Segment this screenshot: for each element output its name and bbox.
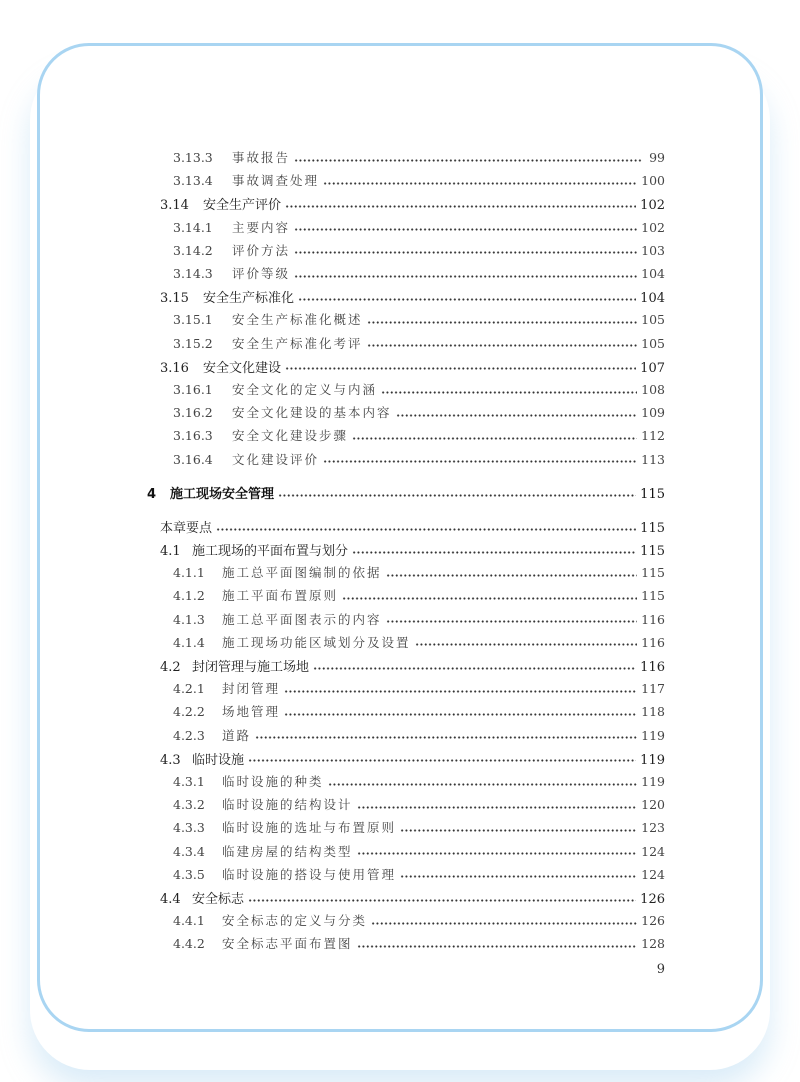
entry-page: 107: [640, 360, 665, 376]
entry-page: 102: [641, 219, 665, 235]
entry-number: 4.1.1: [173, 565, 205, 581]
leader-dots: [248, 759, 636, 762]
entry-title: 施工现场的平面布置与划分: [192, 544, 349, 559]
entry-page: 113: [641, 451, 665, 467]
entry-page: 103: [641, 242, 665, 258]
leader-dots: [352, 551, 636, 554]
entry-number: 4.3.5: [173, 866, 205, 882]
entry-number: 3.14.3: [173, 266, 213, 281]
entry-number: 4.1.3: [173, 611, 205, 627]
entry-number: 4.1: [160, 544, 181, 559]
entry-title: 临时设施的结构设计: [222, 797, 353, 813]
entry-page: 124: [641, 866, 665, 882]
entry-page: 112: [641, 428, 665, 444]
leader-dots: [248, 899, 636, 902]
leader-dots: [371, 922, 637, 925]
entry-number: 3.14.2: [173, 242, 213, 258]
entry-number: 4.3.2: [173, 797, 205, 813]
entry-title: 安全生产标准化考评: [232, 335, 363, 351]
entry-title: 本章要点: [160, 521, 213, 536]
entry-number: 4.3: [160, 752, 181, 768]
entry-number: 4.1.2: [173, 588, 205, 604]
entry-page: 104: [641, 266, 665, 281]
entry-number: 3.14: [160, 198, 189, 214]
entry-number: 3.16.2: [173, 405, 213, 421]
entry-title: 安全生产标准化: [203, 291, 295, 307]
entry-title: 临时设施: [192, 752, 245, 768]
toc-subsection-entry[interactable]: [173, 726, 665, 746]
leader-dots: [342, 597, 637, 600]
entry-page: 118: [641, 704, 665, 720]
toc-subsection-entry[interactable]: [173, 772, 665, 792]
toc-section-entry[interactable]: [160, 194, 665, 214]
toc-subsection-entry[interactable]: [173, 702, 665, 722]
toc-section-entry[interactable]: [160, 656, 665, 676]
entry-title: 施工现场安全管理: [170, 487, 275, 502]
entry-number: 3.16.1: [173, 382, 213, 397]
entry-number: 4.2.2: [173, 704, 205, 720]
entry-number: 4.4.1: [173, 913, 205, 929]
toc-subsection-entry[interactable]: [173, 148, 665, 168]
leader-dots: [313, 667, 636, 670]
entry-page: 116: [641, 611, 665, 627]
toc-section-entry[interactable]: [160, 888, 665, 908]
leader-dots: [400, 829, 637, 832]
entry-number: 4.2: [160, 660, 181, 675]
entry-page: 99: [649, 150, 665, 165]
toc-subsection-entry[interactable]: [173, 911, 665, 931]
entry-title: 文化建设评价: [232, 451, 320, 467]
leader-dots: [284, 713, 637, 716]
entry-title: 安全标志的定义与分类: [222, 913, 368, 929]
toc-subsection-entry[interactable]: [173, 241, 665, 261]
entry-page: 116: [641, 634, 665, 650]
entry-page: 100: [641, 173, 665, 189]
entry-title: 施工总平面图表示的内容: [222, 611, 382, 627]
leader-dots: [381, 391, 637, 394]
entry-number: 4: [147, 487, 157, 502]
leader-dots: [352, 437, 637, 440]
entry-number: 4.3.4: [173, 843, 205, 859]
entry-title: 临时设施的搭设与使用管理: [222, 866, 397, 882]
leader-dots: [357, 806, 638, 809]
entry-title: 安全标志: [192, 892, 245, 907]
leader-dots: [386, 574, 638, 577]
entry-title: 安全文化的定义与内涵: [232, 382, 378, 397]
entry-page: 105: [641, 312, 665, 328]
toc-subsection-entry[interactable]: [173, 563, 665, 583]
entry-page: 119: [641, 774, 665, 789]
toc-subsection-entry[interactable]: [173, 264, 665, 284]
entry-page: 115: [641, 588, 665, 604]
entry-title: 临建房屋的结构类型: [222, 843, 353, 859]
entry-title: 主要内容: [232, 219, 291, 235]
toc-chapter-entry[interactable]: [147, 483, 665, 503]
entry-number: 4.4.2: [173, 936, 205, 952]
leader-dots: [367, 344, 638, 347]
toc-subsection-entry[interactable]: [173, 310, 665, 330]
leader-dots: [298, 298, 636, 301]
entry-page: 109: [641, 405, 665, 421]
leader-dots: [396, 414, 638, 417]
entry-page: 104: [640, 291, 665, 307]
leader-dots: [400, 875, 637, 878]
entry-number: 3.16.4: [173, 451, 213, 467]
leader-dots: [284, 690, 637, 693]
entry-page: 123: [641, 820, 665, 836]
leader-dots: [294, 275, 637, 278]
entry-number: 3.14.1: [173, 219, 213, 235]
leader-dots: [294, 159, 643, 162]
entry-title: 安全文化建设: [203, 360, 282, 376]
entry-title: 事故报告: [232, 150, 291, 165]
toc-subsection-entry[interactable]: [173, 403, 665, 423]
entry-title: 场地管理: [222, 704, 281, 720]
entry-title: 安全生产评价: [203, 198, 282, 214]
toc-section-entry[interactable]: [160, 287, 665, 307]
leader-dots: [294, 228, 637, 231]
entry-page: 128: [641, 936, 665, 952]
page-number: 9: [656, 962, 665, 977]
toc-subsection-entry[interactable]: [173, 380, 665, 400]
leader-dots: [285, 367, 636, 370]
entry-title: 安全文化建设步骤: [232, 428, 349, 444]
entry-page: 115: [640, 487, 665, 502]
entry-page: 124: [641, 843, 665, 859]
leader-dots: [285, 205, 636, 208]
entry-page: 115: [640, 521, 665, 536]
toc-intro-entry[interactable]: [160, 517, 665, 537]
entry-number: 3.13.3: [173, 150, 213, 165]
toc-subsection-entry[interactable]: [173, 450, 665, 470]
toc-subsection-entry[interactable]: [173, 818, 665, 838]
entry-number: 4.4: [160, 892, 181, 907]
entry-number: 4.2.3: [173, 727, 205, 743]
toc-subsection-entry[interactable]: [173, 865, 665, 885]
toc-subsection-entry[interactable]: [173, 171, 665, 191]
entry-page: 119: [640, 752, 665, 768]
leader-dots: [278, 494, 636, 497]
entry-title: 封闭管理与施工场地: [192, 660, 310, 675]
entry-title: 安全生产标准化概述: [232, 312, 363, 328]
entry-title: 评价等级: [232, 266, 291, 281]
entry-title: 安全文化建设的基本内容: [232, 405, 392, 421]
toc-subsection-entry[interactable]: [173, 218, 665, 238]
entry-title: 施工总平面图编制的依据: [222, 565, 382, 581]
entry-number: 3.16.3: [173, 428, 213, 444]
toc-section-entry[interactable]: [160, 749, 665, 769]
entry-number: 3.15.1: [173, 312, 213, 328]
toc-subsection-entry[interactable]: [173, 633, 665, 653]
entry-title: 道路: [222, 727, 252, 743]
entry-title: 封闭管理: [222, 681, 281, 697]
toc-subsection-entry[interactable]: [173, 795, 665, 815]
toc-subsection-entry[interactable]: [173, 610, 665, 630]
leader-dots: [415, 643, 638, 646]
entry-page: 115: [640, 544, 665, 559]
leader-dots: [294, 251, 637, 254]
entry-title: 施工平面布置原则: [222, 588, 339, 604]
entry-page: 102: [640, 198, 665, 214]
entry-number: 3.13.4: [173, 173, 213, 189]
entry-page: 126: [640, 892, 665, 907]
entry-page: 126: [641, 913, 665, 929]
leader-dots: [323, 460, 637, 463]
toc-subsection-entry[interactable]: [173, 842, 665, 862]
entry-page: 115: [641, 565, 665, 581]
toc-subsection-entry[interactable]: [173, 334, 665, 354]
toc-section-entry[interactable]: [160, 540, 665, 560]
leader-dots: [357, 945, 638, 948]
toc-subsection-entry[interactable]: [173, 426, 665, 446]
entry-page: 119: [641, 727, 665, 743]
toc-section-entry[interactable]: [160, 357, 665, 377]
entry-page: 108: [641, 382, 665, 397]
entry-number: 3.16: [160, 360, 189, 376]
leader-dots: [323, 182, 637, 185]
entry-title: 临时设施的选址与布置原则: [222, 820, 397, 836]
leader-dots: [357, 852, 638, 855]
entry-title: 临时设施的种类: [222, 774, 324, 789]
entry-number: 4.3.3: [173, 820, 205, 836]
entry-title: 安全标志平面布置图: [222, 936, 353, 952]
entry-page: 105: [641, 335, 665, 351]
leader-dots: [216, 528, 636, 531]
entry-number: 3.15: [160, 291, 189, 307]
entry-page: 117: [641, 681, 665, 697]
entry-title: 评价方法: [232, 242, 291, 258]
entry-page: 116: [640, 660, 665, 675]
toc-subsection-entry[interactable]: [173, 934, 665, 954]
leader-dots: [328, 783, 638, 786]
leader-dots: [367, 321, 638, 324]
entry-number: 4.1.4: [173, 634, 205, 650]
toc-subsection-entry[interactable]: [173, 586, 665, 606]
leader-dots: [386, 620, 638, 623]
leader-dots: [255, 736, 637, 739]
toc-subsection-entry[interactable]: [173, 679, 665, 699]
entry-number: 4.3.1: [173, 774, 205, 789]
entry-page: 120: [641, 797, 665, 813]
entry-number: 4.2.1: [173, 681, 205, 697]
entry-title: 施工现场功能区域划分及设置: [222, 634, 411, 650]
entry-number: 3.15.2: [173, 335, 213, 351]
entry-title: 事故调查处理: [232, 173, 320, 189]
